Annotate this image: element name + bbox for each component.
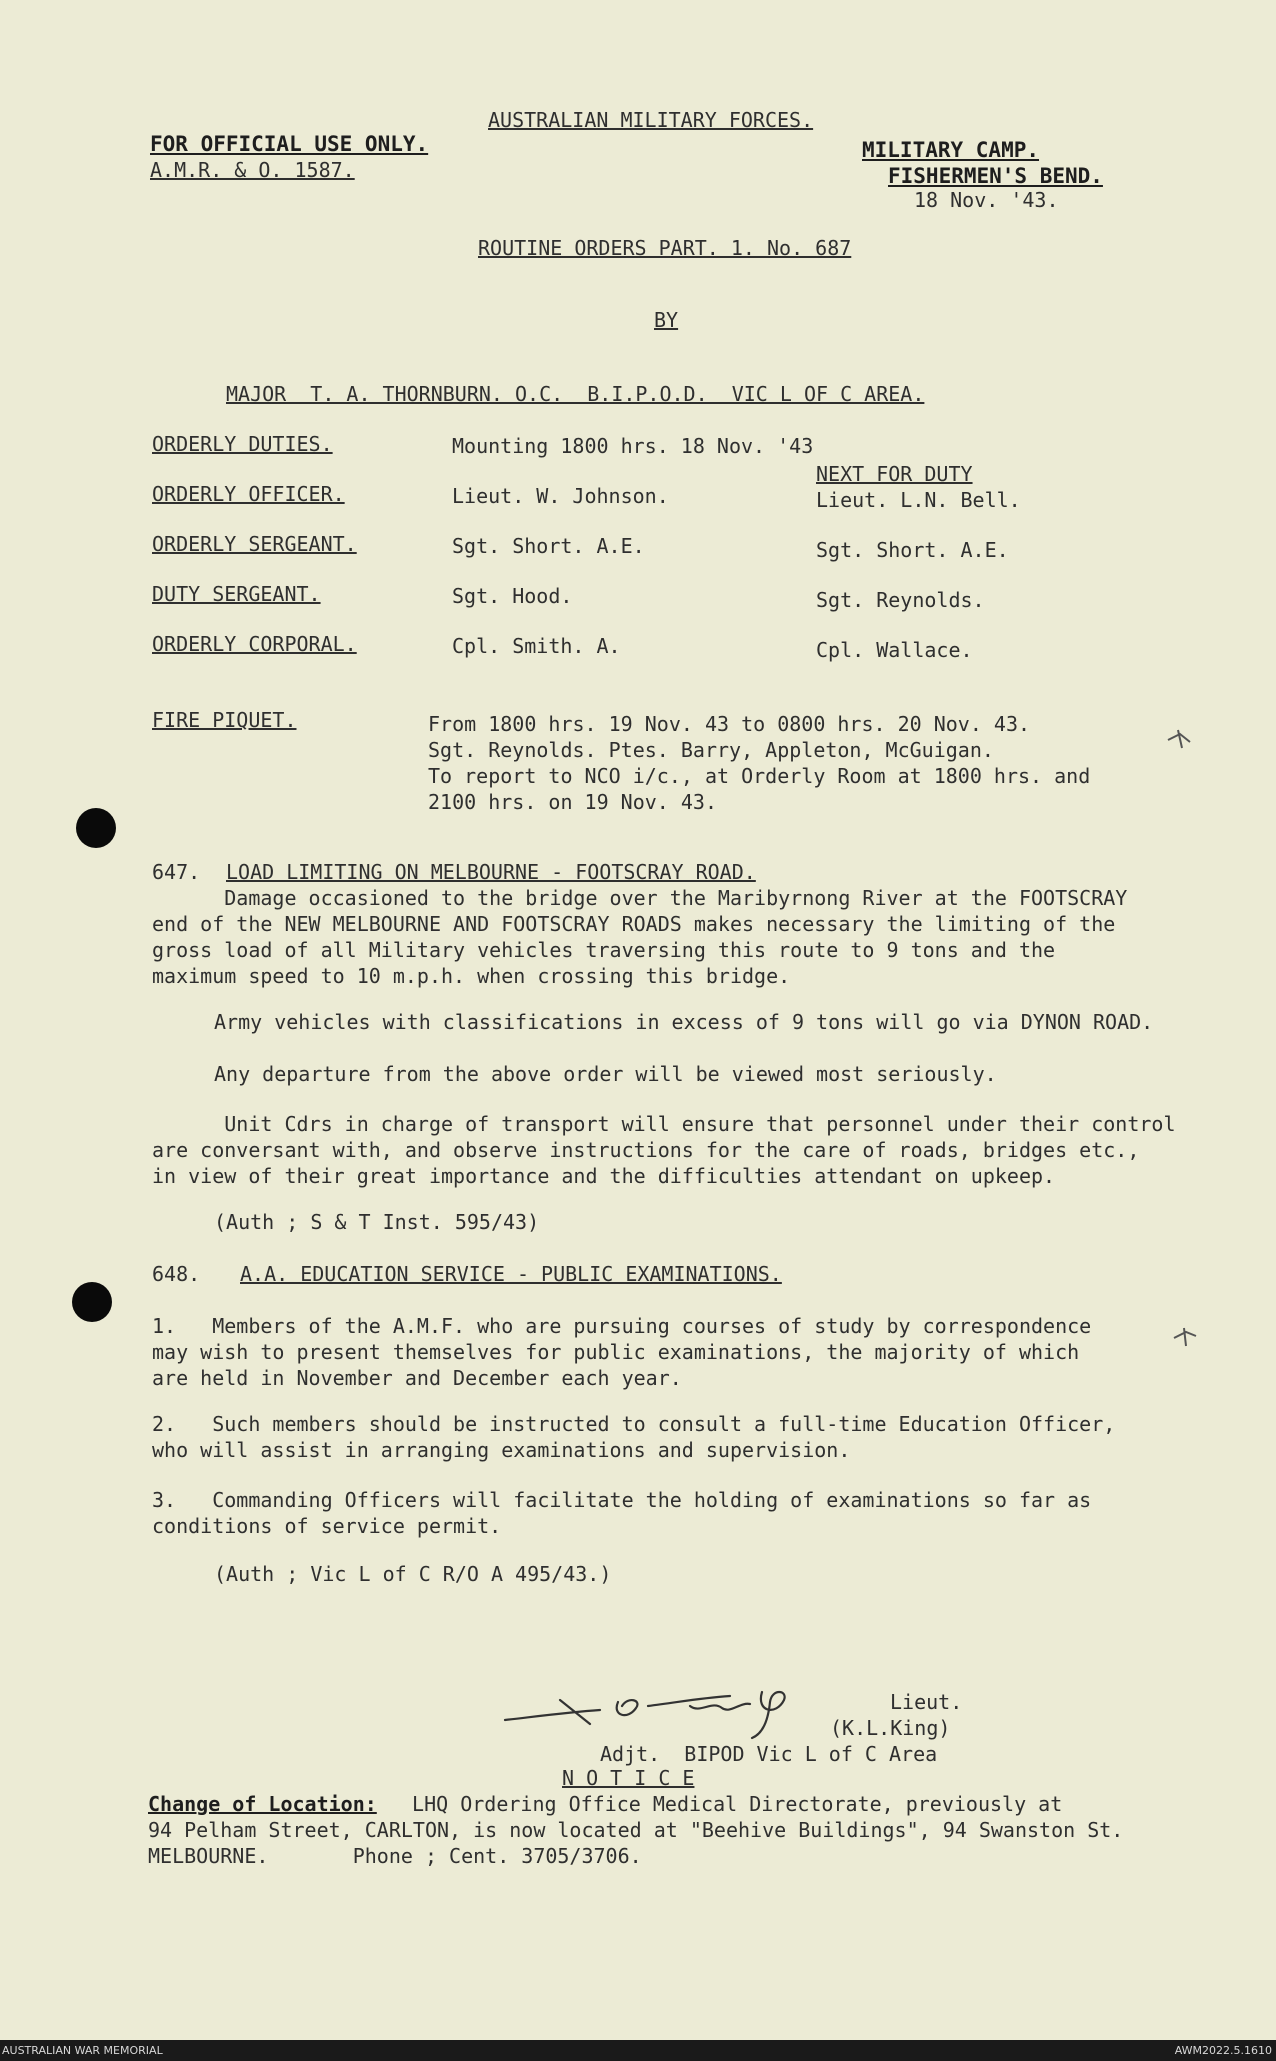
archive-footer [0,2040,1276,2061]
fire-piquet-line: From 1800 hrs. 19 Nov. 43 to 0800 hrs. 20 Nov. 43. [428,712,1031,736]
paragraph-line: are conversant with, and observe instructions for the care of roads, bridges etc., [152,1138,1140,1162]
duty-role: ORDERLY CORPORAL. [152,632,357,656]
duty-current: Sgt. Short. A.E. [452,534,645,558]
punch-hole [72,1282,112,1322]
handwritten-signature [500,1672,900,1752]
duty-next: Sgt. Reynolds. [816,588,985,612]
paragraph-line: Damage occasioned to the bridge over the Maribyrnong River at the FOOTSCRAY [152,886,1128,910]
paragraph-line: end of the NEW MELBOURNE AND FOOTSCRAY ROADS makes necessary the limiting of the [152,912,1116,936]
paragraph-line: Unit Cdrs in charge of transport will ensure that personnel under their control [152,1112,1176,1136]
duty-next: Sgt. Short. A.E. [816,538,1009,562]
duty-next: Lieut. L.N. Bell. [816,488,1021,512]
paragraph-line: conditions of service permit. [152,1514,502,1538]
paragraph-line: Any departure from the above order will be viewed most seriously. [214,1062,997,1086]
duty-current: Lieut. W. Johnson. [452,484,669,508]
order-heading: LOAD LIMITING ON MELBOURNE - FOOTSCRAY ROAD. [226,860,756,884]
order-heading: A.A. EDUCATION SERVICE - PUBLIC EXAMINATIONS. [240,1262,782,1286]
fire-piquet-line: Sgt. Reynolds. Ptes. Barry, Appleton, McGuigan. [428,738,994,762]
fire-piquet-line: To report to NCO i/c., at Orderly Room at 1800 hrs. and [428,764,1091,788]
paper-tear-mark [1166,1316,1206,1356]
order-number: 648. [152,1262,201,1286]
routine-orders-title: ROUTINE ORDERS PART. 1. No. 687 [478,236,852,260]
archive-reference: AWM2022.5.1610 [1174,2044,1272,2057]
camp-label: MILITARY CAMP. [862,138,1040,162]
notice-line: LHQ Ordering Office Medical Directorate, previously at [400,1792,1063,1816]
force-heading: AUSTRALIAN MILITARY FORCES. [488,108,814,132]
paragraph-line: may wish to present themselves for public examinations, the majority of which [152,1340,1080,1364]
paragraph-line: who will assist in arranging examinations and supervision. [152,1438,851,1462]
fire-piquet-label: FIRE PIQUET. [152,708,297,732]
paragraph-line: 1. Members of the A.M.F. who are pursuing courses of study by correspondence [152,1314,1092,1338]
paragraph-line: 3. Commanding Officers will facilitate the holding of examinations so far as [152,1488,1092,1512]
paragraph-line: gross load of all Military vehicles traversing this route to 9 tons and the [152,938,1056,962]
paper-tear-mark [1160,720,1200,760]
duty-current: Sgt. Hood. [452,584,573,608]
authority-reference: (Auth ; S & T Inst. 595/43) [214,1210,540,1234]
amr-reference: A.M.R. & O. 1587. [150,158,355,182]
paragraph-line: 2. Such members should be instructed to consult a full-time Education Officer, [152,1412,1116,1436]
notice-line: MELBOURNE. Phone ; Cent. 3705/3706. [148,1844,642,1868]
signatory-rank: Lieut. [890,1690,963,1714]
duty-current: Cpl. Smith. A. [452,634,621,658]
order-number: 647. [152,860,201,884]
archive-name: AUSTRALIAN WAR MEMORIAL [2,2044,163,2057]
signatory-title: Adjt. BIPOD Vic L of C Area [600,1742,938,1766]
notice-line: 94 Pelham Street, CARLTON, is now located at "Beehive Buildings", 94 Swanston St. [148,1818,1124,1842]
notice-heading: N O T I C E [562,1766,695,1790]
mounting-time: Mounting 1800 hrs. 18 Nov. '43 [452,434,814,458]
paragraph-line: in view of their great importance and the difficulties attendant on upkeep. [152,1164,1056,1188]
duty-role: DUTY SERGEANT. [152,582,321,606]
orderly-duties-heading: ORDERLY DUTIES. [152,432,333,456]
camp-location: FISHERMEN'S BEND. [888,164,1103,188]
paragraph-line: are held in November and December each year. [152,1366,682,1390]
paragraph-line: Army vehicles with classifications in excess of 9 tons will go via DYNON ROAD. [214,1010,1154,1034]
fire-piquet-line: 2100 hrs. on 19 Nov. 43. [428,790,717,814]
next-for-duty-heading: NEXT FOR DUTY [816,462,973,486]
signatory-name: (K.L.King) [830,1716,951,1740]
duty-role: ORDERLY SERGEANT. [152,532,357,556]
order-date: 18 Nov. '43. [914,188,1059,212]
punch-hole [76,808,116,848]
duty-role: ORDERLY OFFICER. [152,482,345,506]
official-use-label: FOR OFFICIAL USE ONLY. [150,132,429,156]
by-label: BY [654,308,679,332]
notice-label: Change of Location: [148,1792,377,1816]
issuing-officer: MAJOR T. A. THORNBURN. O.C. B.I.P.O.D. VIC L OF C AREA. [226,382,925,406]
paragraph-line: maximum speed to 10 m.p.h. when crossing this bridge. [152,964,791,988]
authority-reference: (Auth ; Vic L of C R/O A 495/43.) [214,1562,612,1586]
duty-next: Cpl. Wallace. [816,638,973,662]
